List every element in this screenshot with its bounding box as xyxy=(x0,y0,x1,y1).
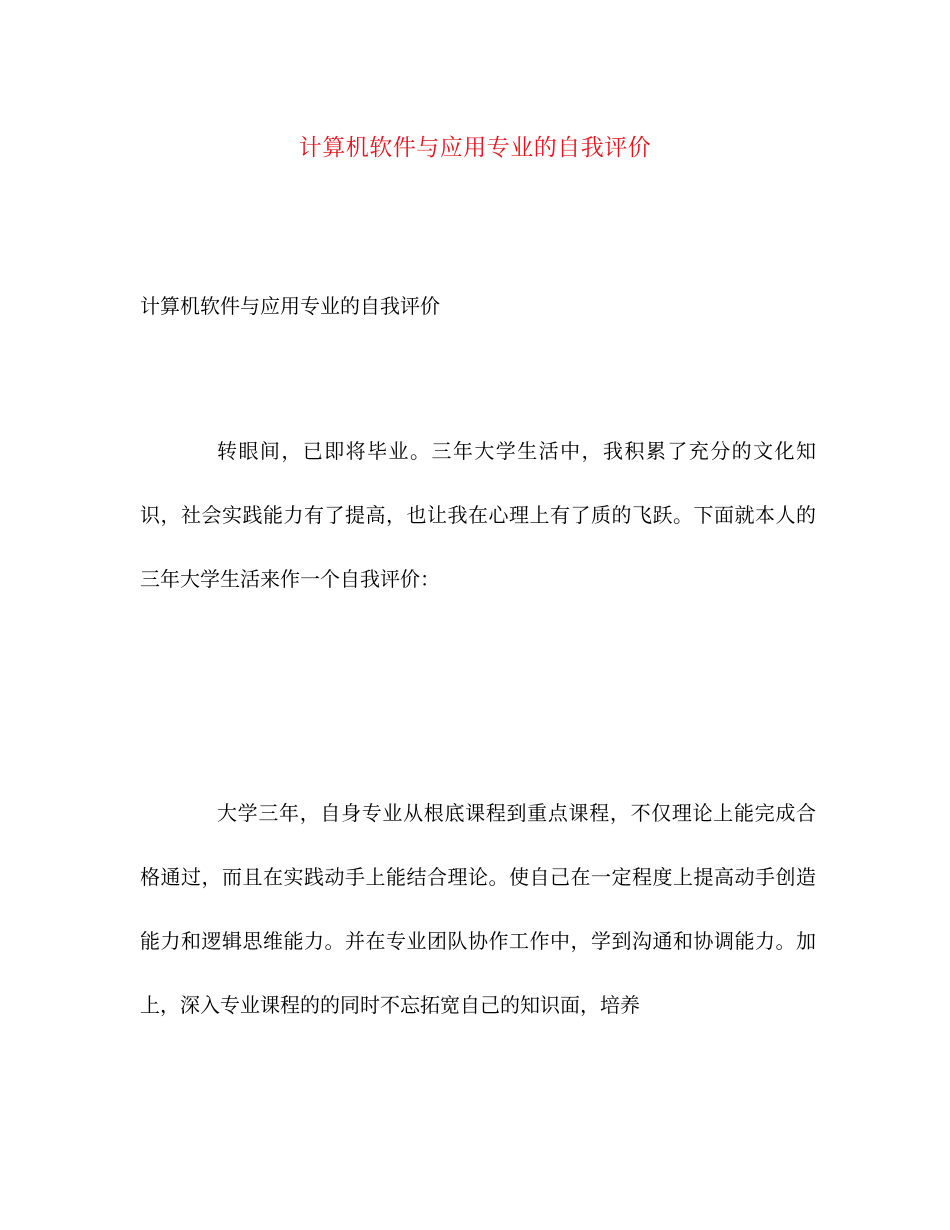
paragraph-study: 大学三年，自身专业从根底课程到重点课程，不仅理论上能完成合格通过，而且在实践动手上能结合理论。使自己在一定程度上提高动手创造能力和逻辑思维能力。并在专业团队协作工作中，学到沟通和协调能力。加上，深入专业课程的的同时不忘拓宽自己的知识面，培养 xyxy=(140,801,816,1017)
paragraph-intro: 转眼间，已即将毕业。三年大学生活中，我积累了充分的文化知识，社会实践能力有了提高，也让我在心理上有了质的飞跃。下面就本人的三年大学生活来作一个自我评价： xyxy=(140,439,816,591)
document-subtitle: 计算机软件与应用专业的自我评价 xyxy=(140,294,440,318)
document-title: 计算机软件与应用专业的自我评价 xyxy=(298,135,652,161)
